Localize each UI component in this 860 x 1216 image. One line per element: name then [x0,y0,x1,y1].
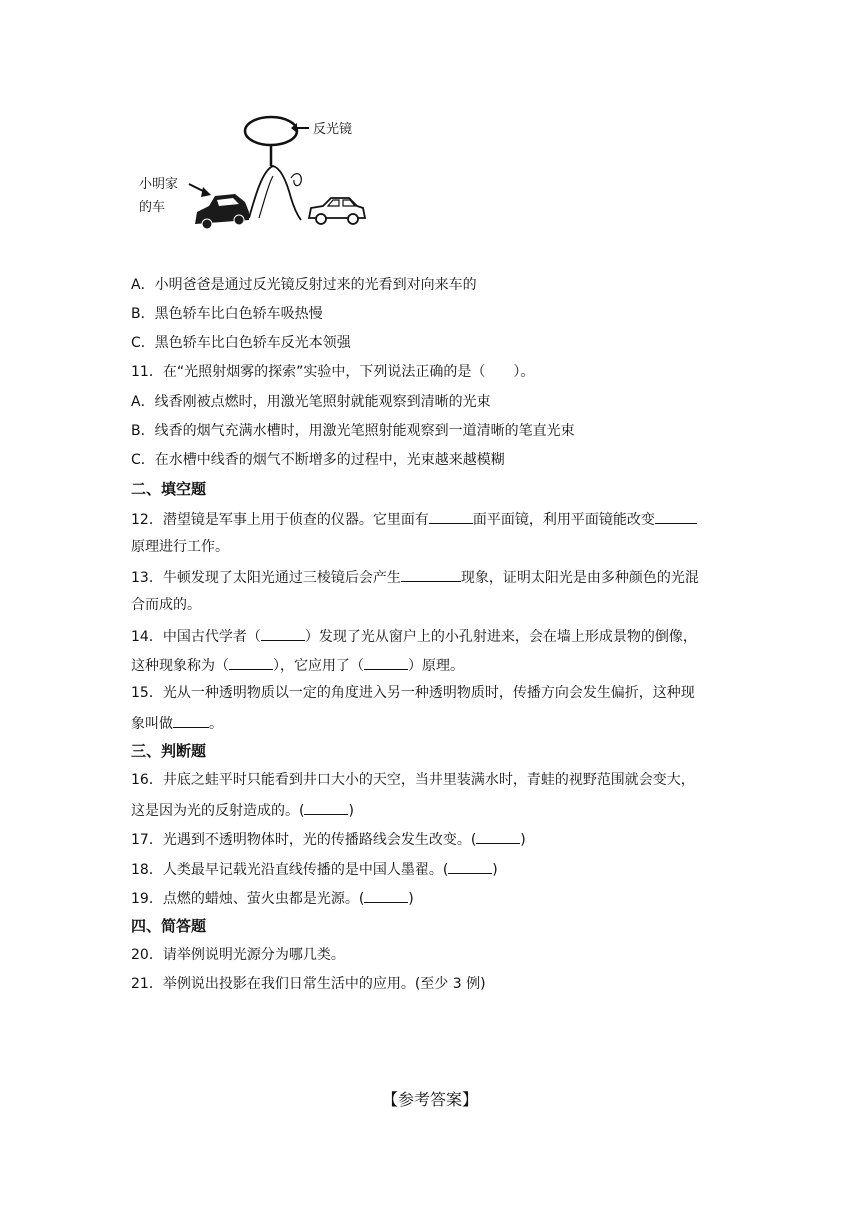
section-heading-true-false: 三、判断题 [131,742,207,760]
q13-text-a: 13．牛顿发现了太阳光通过三棱镜后会产生 [131,570,401,586]
q14-text-c: 这种现象称为（ [131,658,229,674]
q11-option-b: B．线香的烟气充满水槽时，用激光笔照射能观察到一道清晰的笔直光束 [131,423,575,439]
q17-text-a: 17．光遇到不透明物体时，光的传播路线会发生改变。( [131,832,477,848]
q17-line [131,829,526,849]
q16-line2 [131,800,354,820]
q15-line1: 15．光从一种透明物质以一定的角度进入另一种透明物质时，传播方向会发生偏折，这种现 [131,685,695,701]
q12-line2: 原理进行工作。 [131,539,229,555]
section-heading-short-answer: 四、简答题 [131,917,207,935]
q14-line1 [131,626,697,646]
q18-blank[interactable] [448,859,492,874]
label-car-line2: 的车 [139,200,166,215]
q15-text-b: 象叫做 [131,716,173,732]
q12-blank-1[interactable] [429,509,473,524]
q14-text-e: ）原理。 [408,658,464,674]
q12-blank-2[interactable] [655,509,697,524]
q19-blank[interactable] [364,888,408,903]
q14-text-d: ），它应用了（ [273,658,364,674]
q18-text-a: 18．人类最早记载光沿直线传播的是中国人墨翟。( [131,862,449,878]
q10-option-b: B．黑色轿车比白色轿车吸热慢 [131,306,323,322]
q16-blank[interactable] [304,800,348,815]
q13-line2: 合而成的。 [131,597,201,613]
q13-text-b: 现象，证明太阳光是由多种颜色的光混 [460,570,699,586]
mountain-icon [249,166,301,220]
q12-text-a: 12．潜望镜是军事上用于侦查的仪器。它里面有 [131,512,429,528]
q14-blank-2[interactable] [229,655,273,670]
answer-heading: 【参考答案】 [381,1090,478,1109]
q14-text-b: ）发现了光从窗户上的小孔射进来，会在墙上形成景物的倒像， [304,629,697,645]
q19-line [131,888,414,908]
q14-text-a: 14．中国古代学者（ [131,629,261,645]
q10-option-c: C．黑色轿车比白色轿车反光本领强 [131,335,351,351]
q19-text-a: 19．点燃的蜡烛、萤火虫都是光源。( [131,891,365,907]
q13-blank-1[interactable] [401,567,461,582]
q15-line2 [131,713,223,733]
q17-text-b: ) [520,832,526,848]
q18-text-b: ) [492,862,498,878]
label-mirror: 反光镜 [313,122,353,137]
q20: 20．请举例说明光源分为哪几类。 [131,947,345,963]
q15-blank-1[interactable] [173,713,209,728]
q13-line1 [131,567,699,587]
q16-line1: 16．井底之蛙平时只能看到井口大小的天空，当井里装满水时，青蛙的视野范围就会变大， [131,772,695,788]
black-car-icon [195,194,249,229]
q14-blank-3[interactable] [364,655,408,670]
white-car-icon [309,198,365,224]
q11-option-c: C．在水槽中线香的烟气不断增多的过程中，光束越来越模糊 [131,452,505,468]
q15-text-c: 。 [209,716,223,732]
q16-text-c: ) [348,803,354,819]
q14-line2 [131,655,464,675]
mirror-ellipse [245,117,297,145]
q16-text-b: 这是因为光的反射造成的。( [131,803,305,819]
q11-stem: 11．在“光照射烟雾的探索”实验中，下列说法正确的是（ ）。 [131,364,535,380]
section-heading-fill-in: 二、填空题 [131,480,207,498]
q10-option-a: A．小明爸爸是通过反光镜反射过来的光看到对向来车的 [131,277,477,293]
q17-blank[interactable] [476,829,520,844]
q12-line1 [131,509,697,529]
reflector-mirror-figure [131,108,381,238]
q18-line [131,859,498,879]
q12-text-b: 面平面镜，利用平面镜能改变 [472,512,655,528]
q14-blank-1[interactable] [261,626,305,641]
q21: 21．举例说出投影在我们日常生活中的应用。(至少 3 例) [131,976,486,992]
q19-text-b: ) [408,891,414,907]
q11-option-a: A．线香刚被点燃时，用激光笔照射就能观察到清晰的光束 [131,394,491,410]
label-car-line1: 小明家 [139,177,179,192]
